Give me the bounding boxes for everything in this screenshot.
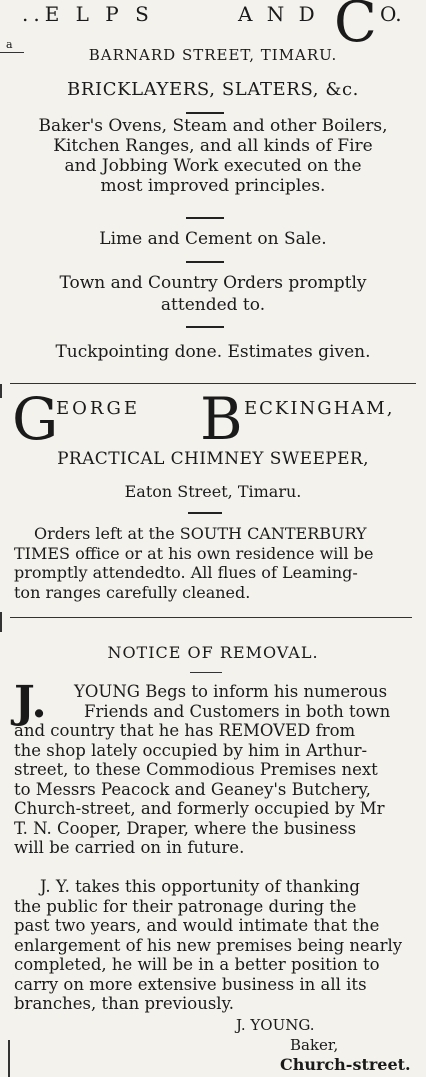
ad1-body-line: and Jobbing Work executed on the bbox=[64, 156, 362, 176]
ad1-body-line: Kitchen Ranges, and all kinds of Fire bbox=[53, 136, 373, 156]
border-stub bbox=[8, 1040, 10, 1077]
ad1-title-prefix: ..E L P S bbox=[22, 2, 154, 26]
ad1-address: BARNARD STREET, TIMARU. bbox=[88, 46, 338, 64]
border-stub bbox=[0, 384, 2, 398]
ad2-body-line: ton ranges carefully cleaned. bbox=[14, 582, 251, 602]
ad3-para2-line: completed, he will be in a better position to bbox=[14, 955, 380, 974]
ad1-orders-line: Town and Country Orders promptly bbox=[59, 273, 367, 293]
ad3-para2-line: branches, than previously. bbox=[14, 994, 234, 1013]
ad3-para2-line: carry on more extensive business in all its bbox=[14, 974, 367, 994]
ad1-dash bbox=[186, 326, 224, 328]
ad3-heading: NOTICE OF REMOVAL. bbox=[107, 643, 319, 662]
ad1-body-line: Baker's Ovens, Steam and other Boilers, bbox=[38, 116, 388, 136]
ad3-para1-line: Church-street, and formerly occupied by Mr bbox=[14, 799, 385, 818]
ad1-body-line: most improved principles. bbox=[100, 176, 326, 196]
ad3-para2-line: past two years, and would intimate that the bbox=[14, 916, 380, 935]
ad1-tuckpointing: Tuckpointing done. Estimates given. bbox=[55, 342, 371, 362]
ad3-para1-line: YOUNG Begs to inform his numerous bbox=[74, 682, 388, 701]
ad2-trade: PRACTICAL CHIMNEY SWEEPER, bbox=[57, 449, 369, 469]
border-stub bbox=[0, 612, 2, 632]
ad3-sign-name: J. YOUNG. bbox=[236, 1016, 315, 1034]
margin-mark: a bbox=[6, 38, 13, 51]
ad2-name-first: EORGE bbox=[56, 398, 140, 419]
ad3-para1 bbox=[14, 721, 418, 858]
ad3-sign-trade: Baker, bbox=[290, 1036, 339, 1054]
ad2-initial-g: G bbox=[12, 385, 59, 453]
ad1-orders-line: attended to. bbox=[160, 295, 266, 315]
ad2-initial-b: B bbox=[200, 385, 243, 453]
ad1-orders bbox=[0, 272, 426, 316]
ad2-body bbox=[14, 524, 412, 602]
ad1-dash bbox=[186, 217, 224, 219]
ad3-para2-line: J. Y. takes this opportunity of thanking bbox=[40, 877, 360, 896]
ad3-para1-line: the shop lately occupied by him in Arthur- bbox=[14, 740, 368, 760]
ad3-para1-line: to Messrs Peacock and Geaney's Butchery, bbox=[14, 779, 371, 799]
ad1-dash bbox=[186, 112, 224, 114]
ad3-sign-place: Church-street. bbox=[280, 1055, 411, 1074]
ad3-para1-indented bbox=[74, 682, 416, 721]
ad2-body-line: promptly attendedto. All flues of Leaming- bbox=[14, 563, 358, 582]
ad3-para1-line: will be carried on in future. bbox=[14, 838, 245, 857]
ad1-lime: Lime and Cement on Sale. bbox=[99, 229, 327, 249]
ad3-para2-line: the public for their patronage during the bbox=[14, 896, 357, 916]
ad3-para2-line: enlargement of his new premises being nearly bbox=[14, 935, 403, 955]
ad3-para1-line: and country that he has REMOVED from bbox=[14, 721, 356, 740]
ad1-trades: BRICKLAYERS, SLATERS, &c. bbox=[67, 79, 359, 100]
ad1-dash bbox=[186, 261, 224, 263]
ad3-drop-initial: J. bbox=[14, 677, 47, 728]
ad2-body-line: Orders left at the SOUTH CANTERBURY bbox=[34, 524, 367, 543]
ad3-para1-line: street, to these Commodious Premises next bbox=[14, 760, 378, 779]
column-divider bbox=[10, 383, 416, 384]
ad1-title-suffix: O. bbox=[380, 2, 402, 26]
column-divider bbox=[10, 617, 412, 618]
ad1-title-initial: C bbox=[334, 0, 377, 55]
ad3-para1-line: T. N. Cooper, Draper, where the business bbox=[14, 818, 357, 838]
ad3-para2 bbox=[14, 877, 418, 1014]
ad2-name-last: ECKINGHAM, bbox=[244, 398, 395, 419]
ad2-address: Eaton Street, Timaru. bbox=[124, 482, 302, 501]
ad3-dash bbox=[190, 672, 222, 673]
ad1-body bbox=[0, 116, 426, 196]
ad2-body-line: TIMES office or at his own residence will be bbox=[14, 543, 374, 563]
ad1-title-and: A N D bbox=[238, 2, 319, 26]
ad3-para1-line: Friends and Customers in both town bbox=[84, 701, 391, 721]
ad2-dash bbox=[188, 512, 222, 514]
